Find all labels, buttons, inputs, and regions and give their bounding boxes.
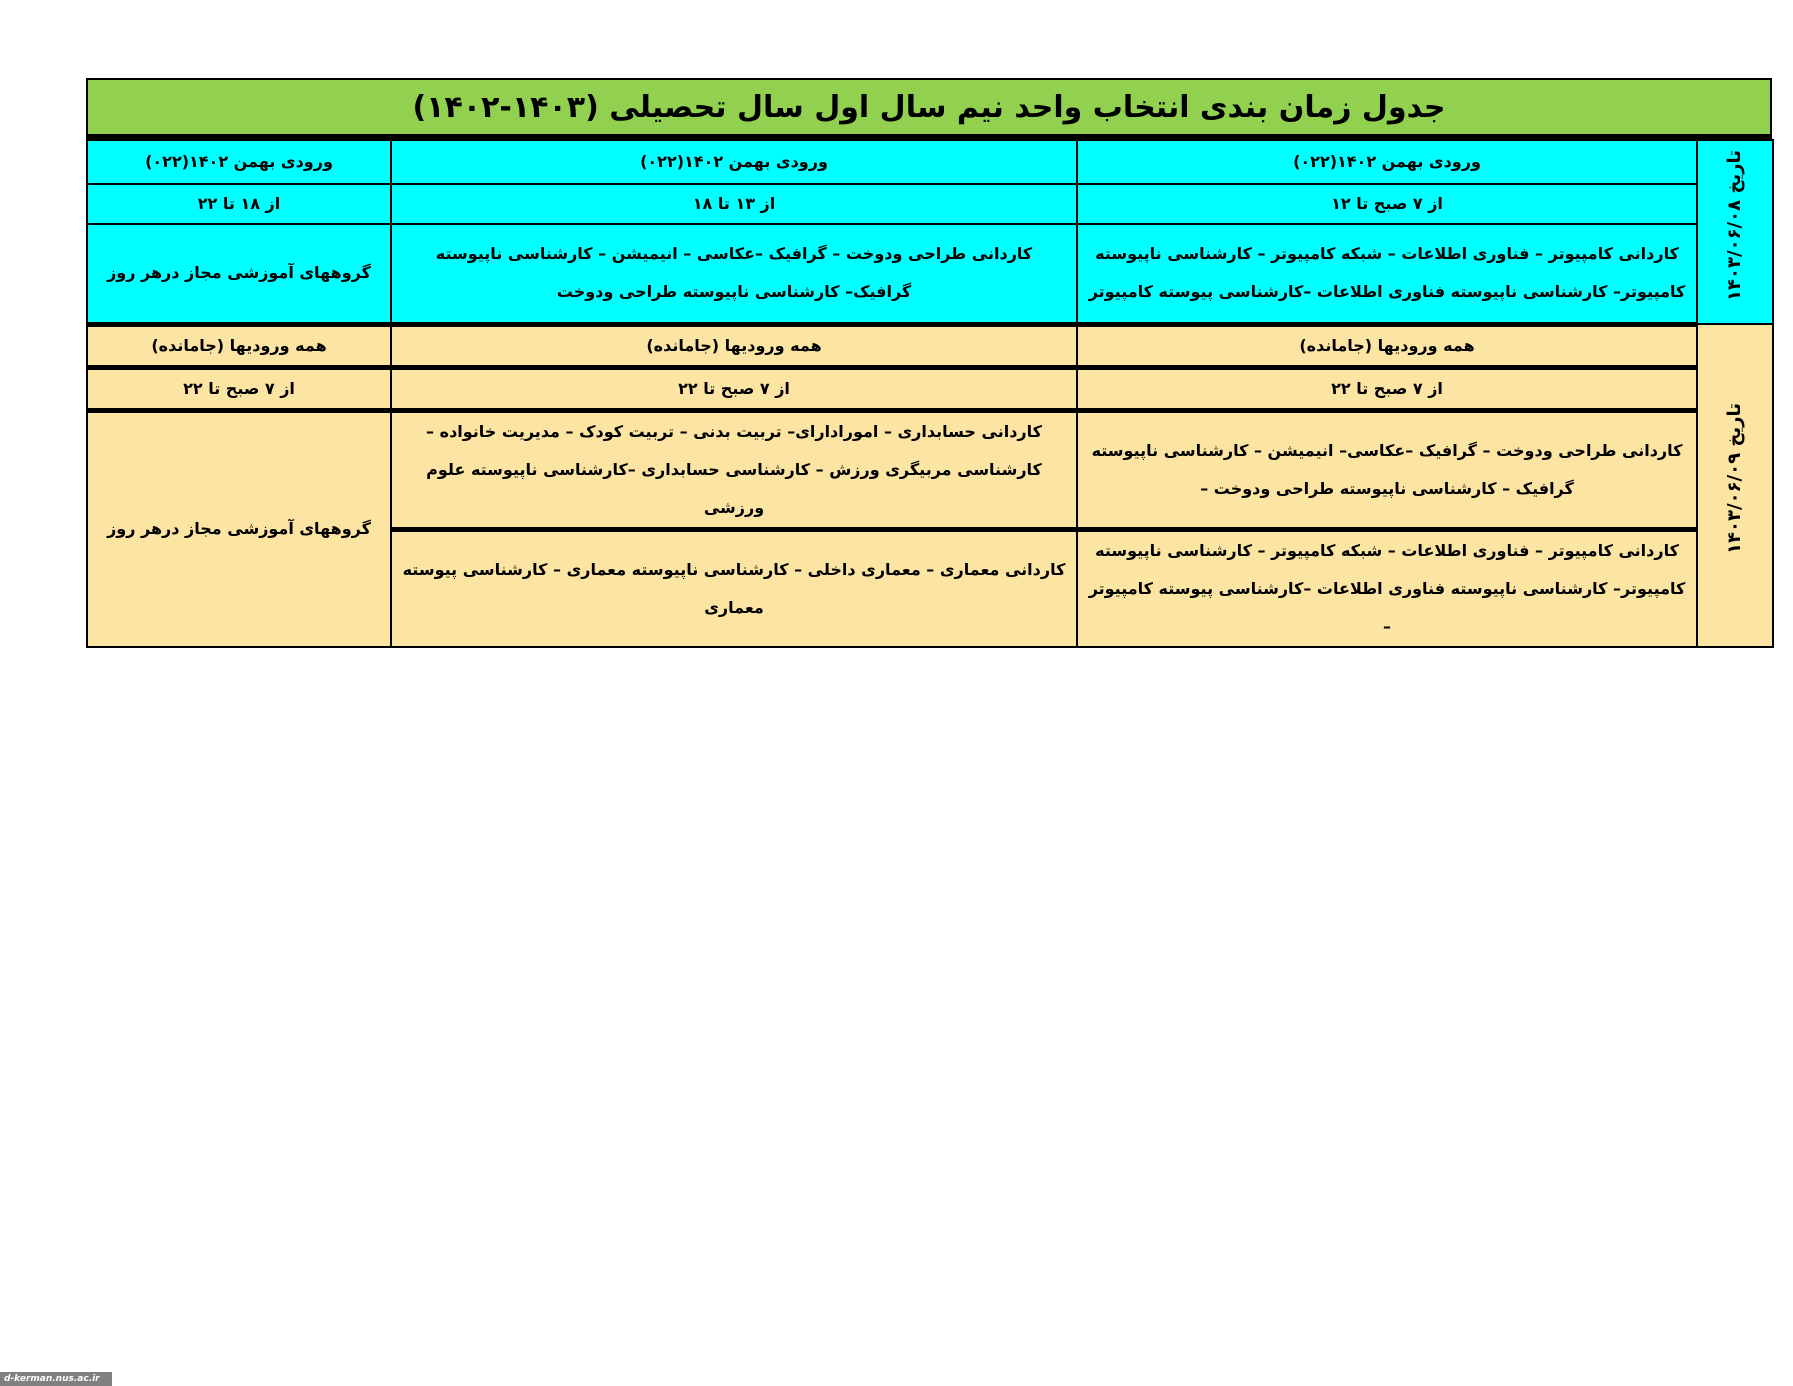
day2-slot2-entry: همه ورودیها (جامانده): [391, 324, 1077, 367]
day2-entry-row: [87, 324, 1773, 367]
day1-slot1-groups: کاردانی کامپیوتر – فناوری اطلاعات – شبکه کامپیوتر – کارشناسی ناپیوسته کامپیوتر– کارشناسی ناپیوسته فناوری اطلاعات –کارشناسی پیوسته کامپیوتر: [1077, 224, 1697, 324]
day1-date: تاریخ ۱۴۰۳/۰۶/۰۸: [1724, 149, 1745, 301]
day2-slot2-groups-b: کاردانی معماری – معماری داخلی – کارشناسی ناپیوسته معماری – کارشناسی پیوسته معماری: [391, 529, 1077, 647]
day2-slot3-time: از ۷ صبح تا ۲۲: [87, 367, 391, 410]
day2-slot1-groups-a: کاردانی طراحی ودوخت – گرافیک –عکاسی– انیمیشن – کارشناسی ناپیوسته گرافیک – کارشناسی ناپیوسته طراحی ودوخت –: [1077, 410, 1697, 529]
site-logo: d-kerman.nus.ac.ir: [0, 1372, 112, 1386]
day2-date-cell: [1697, 324, 1773, 647]
schedule-sheet: [86, 78, 1772, 648]
day2-slot1-time: از ۷ صبح تا ۲۲: [1077, 367, 1697, 410]
table-title: جدول زمان بندی انتخاب واحد نیم سال اول سال تحصیلی (۱۴۰۳-۱۴۰۲): [86, 78, 1772, 139]
day2-slot2-time: از ۷ صبح تا ۲۲: [391, 367, 1077, 410]
day1-slot1-time: از ۷ صبح تا ۱۲: [1077, 184, 1697, 224]
day1-slot2-groups: کاردانی طراحی ودوخت – گرافیک –عکاسی – انیمیشن – کارشناسی ناپیوسته گرافیک– کارشناسی ناپیوسته طراحی ودوخت: [391, 224, 1077, 324]
day1-time-row: [87, 184, 1773, 224]
day1-slot2-time: از ۱۳ تا ۱۸: [391, 184, 1077, 224]
day2-slot1-groups-b: کاردانی کامپیوتر – فناوری اطلاعات – شبکه کامپیوتر – کارشناسی ناپیوسته کامپیوتر– کارشناسی ناپیوسته فناوری اطلاعات –کارشناسی پیوسته کامپیوتر –: [1077, 529, 1697, 647]
day2-slot3-groups: گروههای آموزشی مجاز درهر روز: [87, 410, 391, 647]
day2-date: تاریخ ۱۴۰۳/۰۶/۰۹: [1724, 403, 1745, 554]
day2-slot2-groups-a: کاردانی حسابداری – امورادارای– تربیت بدنی – تربیت کودک – مدیریت خانواده – کارشناسی مربیگری ورزش – کارشناسی حسابداری –کارشناسی ناپیوسته علوم ورزشی: [391, 410, 1077, 529]
day2-slot1-entry: همه ورودیها (جامانده): [1077, 324, 1697, 367]
day2-slot3-entry: همه ورودیها (جامانده): [87, 324, 391, 367]
day1-slot3-entry: ورودی بهمن ۱۴۰۲(۰۲۲): [87, 140, 391, 184]
day2-groups-row-a: [87, 410, 1773, 529]
schedule-table: [86, 139, 1774, 648]
day1-groups-row: [87, 224, 1773, 324]
day1-slot2-entry: ورودی بهمن ۱۴۰۲(۰۲۲): [391, 140, 1077, 184]
day1-slot1-entry: ورودی بهمن ۱۴۰۲(۰۲۲): [1077, 140, 1697, 184]
day1-slot3-groups: گروههای آموزشی مجاز درهر روز: [87, 224, 391, 324]
day1-entry-row: [87, 140, 1773, 184]
day1-date-cell: [1697, 140, 1773, 324]
day2-time-row: [87, 367, 1773, 410]
day1-slot3-time: از ۱۸ تا ۲۲: [87, 184, 391, 224]
